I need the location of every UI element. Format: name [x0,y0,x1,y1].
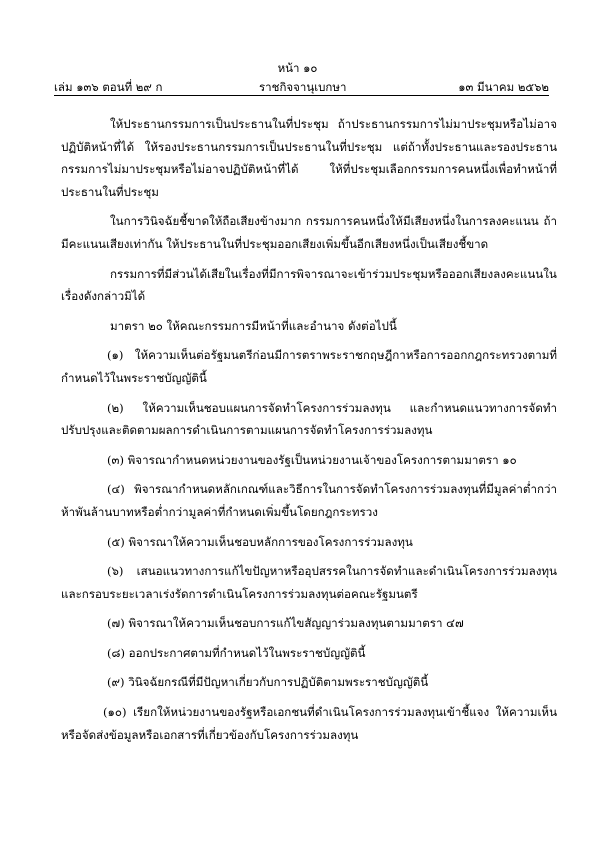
paragraph-conflict-of-interest: กรรมการที่มีส่วนได้เสียในเรื่องที่มีการพิจารณาจะเข้าร่วมประชุมหรือออกเสียงลงคะแนนในเรื่องดังกล่าวมิได้ [61,266,557,304]
duty-item-1: (๑) ให้ความเห็นต่อรัฐมนตรีก่อนมีการตราพระราชกฤษฎีกาหรือการออกกฎกระทรวงตามที่กำหนดไว้ในพระราชบัญญัตินี้ [61,348,557,385]
duty-item-8: (๘) ออกประกาศตามที่กำหนดไว้ในพระราชบัญญัตินี้ [107,645,366,660]
duty-item-6: (๖) เสนอแนวทางการแก้ไขปัญหาหรืออุปสรรคในการจัดทำและดำเนินโครงการร่วมลงทุนและกรอบระยะเวลาเร่งรัดการดำเนินโครงการร่วมลงทุนต่อคณะรัฐมนตรี [61,564,557,601]
duty-item-4: (๔) พิจารณากำหนดหลักเกณฑ์และวิธีการในการจัดทำโครงการร่วมลงทุนที่มีมูลค่าต่ำกว่าห้าพันล้านบาทหรือต่ำกว่ามูลค่าที่กำหนดเพิ่มขึ้นโดยกฎกระทรวง [61,482,557,519]
header-divider [54,95,549,96]
gazette-title: ราชกิจจานุเบกษา [259,80,347,94]
duty-item-5: (๕) พิจารณาให้ความเห็นชอบหลักการของโครงการร่วมลงทุน [107,534,413,549]
duty-item-7: (๗) พิจารณาให้ความเห็นชอบการแก้ไขสัญญาร่วมลงทุนตามมาตรา ๔๗ [107,616,464,631]
document-body [61,113,557,753]
duty-item-3: (๓) พิจารณากำหนดหน่วยงานของรัฐเป็นหน่วยงานเจ้าของโครงการตามมาตรา ๑๐ [107,452,517,467]
duty-item-9: (๙) วินิจฉัยกรณีที่มีปัญหาเกี่ยวกับการปฏิบัติตามพระราชบัญญัตินี้ [107,675,429,690]
duty-item-2: (๒) ให้ความเห็นชอบแผนการจัดทำโครงการร่วมลงทุน และกำหนดแนวทางการจัดทำ ปรับปรุงและติดตามผลการดำเนินการตามแผนการจัดทำโครงการร่วมลงทุน [61,400,557,438]
paragraph-chairman: ให้ประธานกรรมการเป็นประธานในที่ประชุม ถ้าประธานกรรมการไม่มาประชุมหรือไม่อาจปฏิบัติหน้าที่ได้ ให้รองประธานกรรมการเป็นประธานในที่ประชุม แต่ถ้าทั้งประธานและรองประธานกรรมการไม่มาประชุมหรือไม่อาจปฏิบัติหน้าที่ได้ ให้ที่ประชุมเลือกกรรมการคนหนึ่งเพื่อทำหน้าที่ประธานในที่ประชุม [61,117,557,199]
section-20-heading: มาตรา ๒๐ ให้คณะกรรมการมีหน้าที่และอำนาจ ดังต่อไปนี้ [110,318,397,333]
duty-item-10: (๑๐) เรียกให้หน่วยงานของรัฐหรือเอกชนที่ดำเนินโครงการร่วมลงทุนเข้าชี้แจง ให้ความเห็นหรือจัดส่งข้อมูลหรือเอกสารที่เกี่ยวข้องกับโครงการร่วมลงทุน [61,705,557,742]
paragraph-voting: ในการวินิจฉัยชี้ขาดให้ถือเสียงข้างมาก กรรมการคนหนึ่งให้มีเสียงหนึ่งในการลงคะแนน ถ้ามีคะแนนเสียงเท่ากัน ให้ประธานในที่ประชุมออกเสียงเพิ่มขึ้นอีกเสียงหนึ่งเป็นเสียงชี้ขาด [61,214,557,251]
publication-date: ๑๓ มีนาคม ๒๕๖๒ [458,80,549,94]
volume-issue: เล่ม ๑๓๖ ตอนที่ ๒๙ ก [54,80,163,94]
page-number: หน้า ๑๐ [277,61,318,75]
